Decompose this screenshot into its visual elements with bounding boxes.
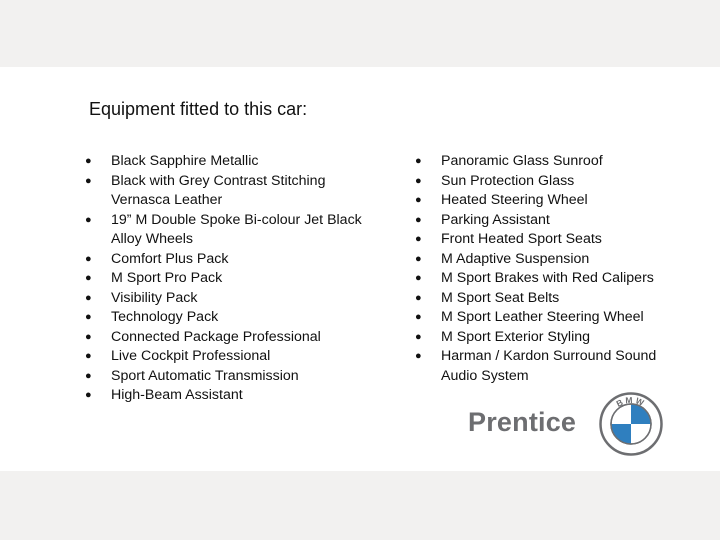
- equipment-item-label: M Adaptive Suspension: [441, 250, 590, 267]
- equipment-item-label: Heated Steering Wheel: [441, 192, 588, 208]
- bullet-icon: ●: [415, 174, 422, 187]
- equipment-item-label: Sport Automatic Transmission: [111, 367, 299, 384]
- bullet-icon: ●: [415, 350, 422, 362]
- bullet-icon: ●: [85, 272, 92, 284]
- equipment-list-right: [415, 152, 685, 386]
- equipment-item-label: M Sport Exterior Styling: [441, 328, 591, 345]
- equipment-item: [415, 250, 685, 270]
- equipment-item-label: Panoramic Glass Sunroof: [441, 153, 603, 169]
- equipment-item-label: Front Heated Sport Seats: [441, 231, 602, 247]
- bullet-icon: ●: [85, 155, 92, 167]
- equipment-list-left: [85, 152, 385, 406]
- equipment-item-label: Live Cockpit Professional: [111, 348, 271, 364]
- bullet-icon: ●: [85, 291, 92, 304]
- bullet-icon: ●: [415, 213, 422, 226]
- bullet-icon: ●: [85, 389, 92, 401]
- equipment-item-label: 19” M Double Spoke Bi-colour Jet Black Alloy Wheels: [111, 211, 362, 247]
- equipment-item: [415, 328, 685, 348]
- equipment-item-label: Black Sapphire Metallic: [111, 153, 259, 169]
- equipment-item: [85, 211, 385, 250]
- bullet-icon: ●: [85, 330, 92, 343]
- bullet-icon: ●: [415, 330, 422, 343]
- equipment-item: [85, 347, 385, 367]
- equipment-item-label: M Sport Brakes with Red Calipers: [441, 270, 654, 286]
- equipment-item-label: Connected Package Professional: [111, 328, 321, 345]
- bullet-icon: ●: [415, 311, 422, 323]
- bmw-logo-text: BMW: [614, 394, 648, 409]
- equipment-item-label: Harman / Kardon Surround Sound Audio System: [441, 348, 657, 384]
- equipment-item: [85, 367, 385, 387]
- equipment-heading: Equipment fitted to this car:: [89, 99, 308, 119]
- equipment-item-label: M Sport Pro Pack: [111, 270, 223, 286]
- equipment-item: [85, 172, 385, 211]
- equipment-item: [85, 289, 385, 309]
- equipment-item-label: Parking Assistant: [441, 211, 550, 228]
- bullet-icon: ●: [415, 233, 422, 245]
- bmw-roundel-icon: [599, 392, 663, 456]
- equipment-item-label: M Sport Seat Belts: [441, 289, 560, 306]
- bullet-icon: ●: [415, 194, 422, 206]
- bullet-icon: ●: [85, 252, 92, 265]
- equipment-item: [415, 172, 685, 192]
- equipment-item-label: Visibility Pack: [111, 289, 198, 306]
- bullet-icon: ●: [85, 311, 92, 323]
- equipment-item: [415, 308, 685, 328]
- equipment-item: [415, 347, 685, 386]
- bullet-icon: ●: [415, 272, 422, 284]
- equipment-item: [85, 386, 385, 406]
- bullet-icon: ●: [415, 252, 422, 265]
- equipment-item: [85, 328, 385, 348]
- equipment-item-label: High-Beam Assistant: [111, 387, 243, 403]
- equipment-item-label: Technology Pack: [111, 309, 219, 325]
- bullet-icon: ●: [85, 213, 92, 226]
- bullet-icon: ●: [85, 350, 92, 362]
- bullet-icon: ●: [415, 155, 422, 167]
- equipment-item: [85, 152, 385, 172]
- equipment-item: [415, 211, 685, 231]
- equipment-item: [85, 250, 385, 270]
- equipment-item-label: Sun Protection Glass: [441, 172, 575, 189]
- bullet-icon: ●: [415, 291, 422, 304]
- equipment-item: [85, 308, 385, 328]
- equipment-item: [415, 269, 685, 289]
- bullet-icon: ●: [85, 174, 92, 187]
- equipment-item: [415, 191, 685, 211]
- equipment-item-label: Black with Grey Contrast Stitching Vernasca Leather: [111, 172, 326, 208]
- dealer-logo-row: [468, 392, 668, 456]
- dealer-name: Prentice: [468, 407, 577, 437]
- equipment-item: [85, 269, 385, 289]
- equipment-item-label: Comfort Plus Pack: [111, 250, 229, 267]
- bullet-icon: ●: [85, 369, 92, 382]
- equipment-item: [415, 230, 685, 250]
- equipment-item: [415, 152, 685, 172]
- equipment-card: [0, 67, 720, 471]
- equipment-item: [415, 289, 685, 309]
- equipment-item-label: M Sport Leather Steering Wheel: [441, 309, 644, 325]
